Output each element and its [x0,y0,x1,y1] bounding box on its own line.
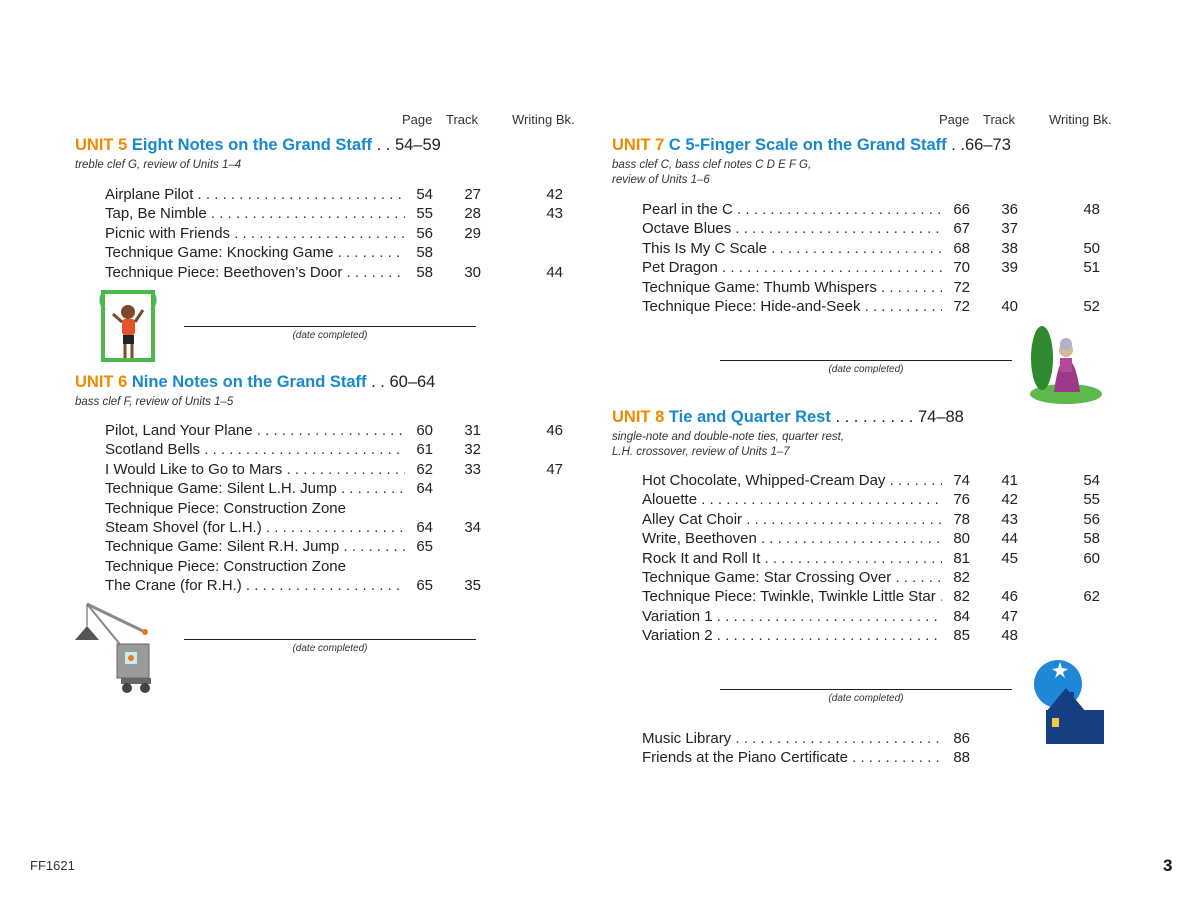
unit-title: UNIT 7 C 5-Finger Scale on the Grand Staff . .66–73 [612,136,1011,154]
unit-subtitle: bass clef F, review of Units 1–5 [75,396,234,408]
table-row: Technique Piece: Twinkle, Twinkle Little Star . . . 82 46 62 [642,588,1112,607]
unit-title: UNIT 8 Tie and Quarter Rest . . . . . . . . . 74–88 [612,408,964,426]
book-code: FF1621 [30,858,75,873]
table-row: Hot Chocolate, Whipped-Cream Day . . . 74 41 54 [642,472,1112,491]
table-row: The Crane (for R.H.) . . . 65 35 [105,577,575,596]
unit-8-section [612,408,1112,460]
unit-7-rows [642,201,1112,317]
unit-label: UNIT 8 [612,408,665,426]
table-row: Variation 1 . . . 84 47 [642,608,1112,627]
table-row: Picnic with Friends . . . 56 29 [105,225,575,244]
table-row: Airplane Pilot . . . 54 27 42 [105,186,575,205]
table-row: Pearl in the C . . . 66 36 48 [642,201,1112,220]
date-completed-label: (date completed) [828,364,904,375]
date-completed-label: (date completed) [828,693,904,704]
unit-subtitle-line-2: review of Units 1–6 [612,174,710,186]
unit-label: UNIT 6 [75,373,128,391]
table-row: Variation 2 . . . 85 48 [642,627,1112,646]
unit-subtitle: treble clef G, review of Units 1–4 [75,159,242,171]
table-row: Technique Piece: Hide-and-Seek . . . 72 40 52 [642,298,1112,317]
header-page: Page [939,112,970,127]
unit-pages: 74–88 [917,408,964,426]
table-row: Steam Shovel (for L.H.) . . . 64 34 [105,519,575,538]
unit-name: Nine Notes on the Grand Staff [131,373,367,391]
table-row: This Is My C Scale . . . 68 38 50 [642,240,1112,259]
table-row: Pilot, Land Your Plane . . . 60 31 46 [105,422,575,441]
table-row: Technique Game: Knocking Game . . . 58 [105,244,575,263]
date-completed-line[interactable] [720,360,1012,361]
unit-pages: 54–59 [394,136,441,154]
table-row: Technique Game: Silent R.H. Jump . . . 65 [105,538,575,557]
boy-in-frame-illustration [97,288,163,364]
unit-6-rows [105,422,575,597]
date-completed-line[interactable] [184,326,476,327]
table-row: Music Library . . . 86 [642,730,1112,749]
unit-subtitle-line-1: bass clef C, bass clef notes C D E F G, [612,159,812,171]
unit-7-section [612,136,1112,188]
girl-behind-bush-illustration [1026,322,1102,406]
table-row: Technique Piece: Beethoven’s Door . . . 58 30 44 [105,264,575,283]
unit-6-section [75,373,575,410]
unit-pages: 60–64 [389,373,436,391]
table-row: Friends at the Piano Certificate . . . 88 [642,749,1112,768]
table-row: Technique Game: Silent L.H. Jump . . . 64 [105,480,575,499]
table-row: I Would Like to Go to Mars . . . 62 33 47 [105,461,575,480]
unit-title: UNIT 6 Nine Notes on the Grand Staff . . 60–64 [75,373,436,391]
table-row: Alley Cat Choir . . . 78 43 56 [642,511,1112,530]
right-column [612,112,1112,767]
date-completed-line[interactable] [184,639,476,640]
unit-title: UNIT 5 Eight Notes on the Grand Staff . . 54–59 [75,136,441,154]
unit-subtitle-line-1: single-note and double-note ties, quarter rest, [612,431,845,443]
crane-illustration [73,598,157,696]
table-row: Octave Blues . . . 67 37 [642,220,1112,239]
table-row: Rock It and Roll It . . . 81 45 60 [642,550,1112,569]
unit-5-section [75,136,575,173]
unit-subtitle-line-2: L.H. crossover, review of Units 1–7 [612,446,790,458]
table-row: Write, Beethoven . . . 80 44 58 [642,530,1112,549]
unit-name: Eight Notes on the Grand Staff [131,136,373,154]
unit-8-rows [642,472,1112,647]
column-headers [75,112,575,134]
header-track: Track [446,112,479,127]
unit-name: C 5-Finger Scale on the Grand Staff [668,136,947,154]
table-row: Technique Game: Star Crossing Over . . . 82 [642,569,1112,588]
unit-pages: 66–73 [965,136,1011,154]
table-row: Technique Piece: Construction Zone [105,499,346,517]
header-track: Track [983,112,1016,127]
table-row: Technique Piece: Construction Zone [105,557,346,575]
unit-5-rows [105,186,575,283]
table-row: Alouette . . . 76 42 55 [642,491,1112,510]
extras-rows [642,730,1112,769]
table-row: Scotland Bells . . . 61 32 [105,441,575,460]
column-headers [612,112,1112,134]
header-writing-book: Writing Bk. [1049,112,1112,127]
left-column [75,112,575,654]
unit-label: UNIT 5 [75,136,128,154]
unit-name: Tie and Quarter Rest [668,408,831,426]
header-page: Page [402,112,433,127]
date-completed-line[interactable] [720,689,1012,690]
date-completed-label: (date completed) [292,330,368,341]
table-row: Pet Dragon . . . 70 39 51 [642,259,1112,278]
table-row: Tap, Be Nimble . . . 55 28 43 [105,205,575,224]
date-completed-label: (date completed) [292,643,368,654]
unit-label: UNIT 7 [612,136,665,154]
page-number: 3 [1163,856,1173,875]
table-row: Technique Game: Thumb Whispers . . . 72 [642,279,1112,298]
header-writing-book: Writing Bk. [512,112,575,127]
